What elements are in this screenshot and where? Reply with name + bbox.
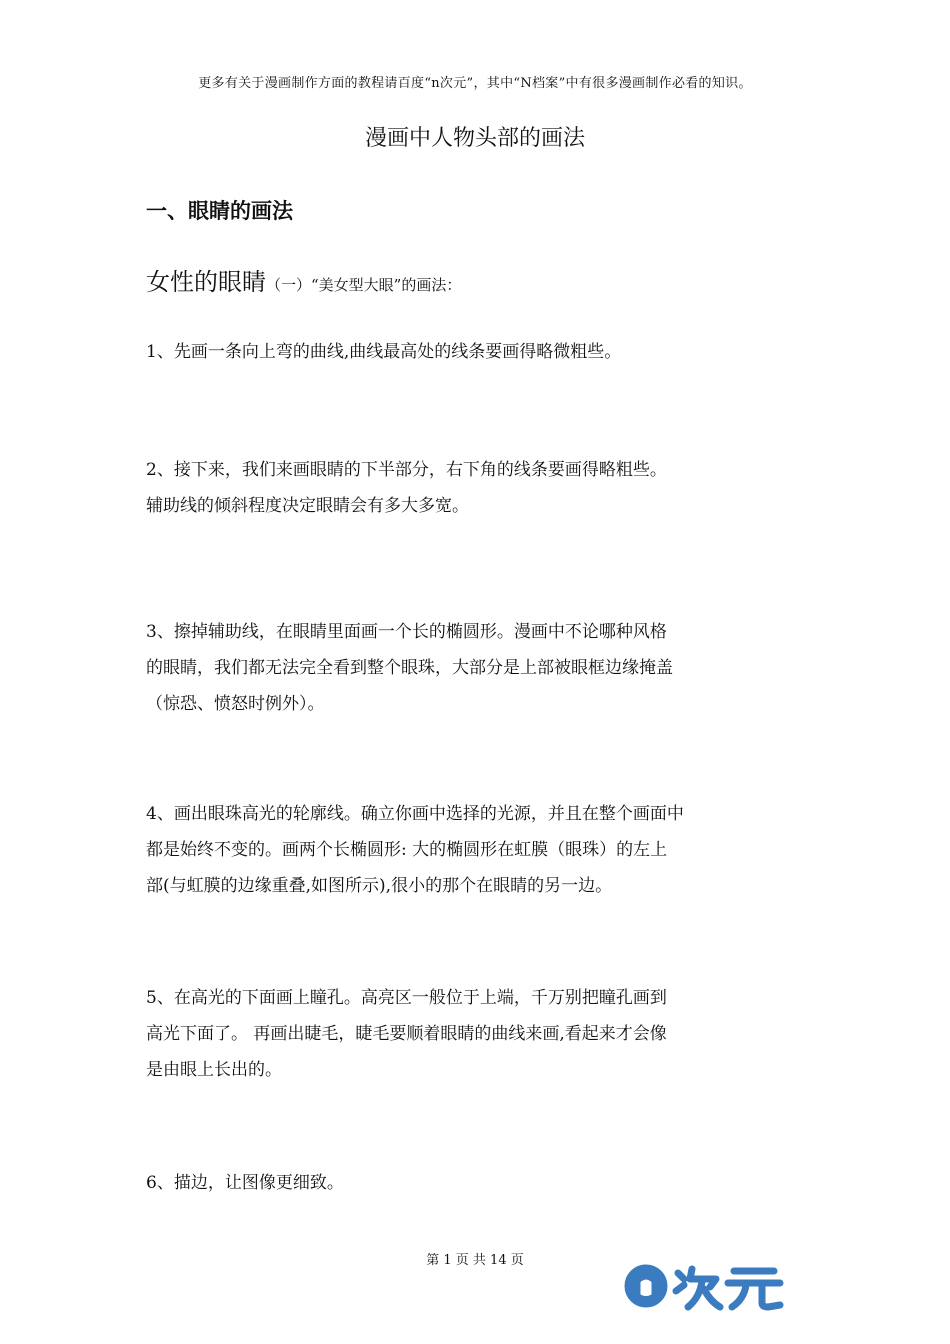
step-2-paragraph — [146, 452, 766, 524]
section-heading: 一、眼睛的画法 — [146, 199, 293, 223]
step-3-line-1: 3、擦掉辅助线，在眼睛里面画一个长的椭圆形。漫画中不论哪种风格 — [146, 622, 667, 642]
step-6-paragraph — [146, 1165, 766, 1201]
sub-heading-suffix: （一）“美女型大眼”的画法： — [266, 276, 462, 294]
sub-heading-main: 女性的眼睛 — [146, 268, 266, 296]
step-1-line-1: 1、先画一条向上弯的曲线,曲线最高处的线条要画得略微粗些。 — [146, 342, 622, 362]
page-title: 漫画中人物头部的画法 — [364, 126, 585, 151]
step-1-paragraph — [146, 334, 766, 370]
step-2-line-1: 2、接下来，我们来画眼睛的下半部分，右下角的线条要画得略粗些。 — [146, 460, 667, 480]
step-4-line-2: 都是始终不变的。画两个长椭圆形: 大的椭圆形在虹膜（眼珠）的左上 — [146, 840, 668, 860]
sub-heading — [146, 262, 461, 297]
page-footer: 第 1 页 共 14 页 — [426, 1253, 524, 1268]
n-ciyuan-logo — [616, 1255, 788, 1317]
step-5-line-1: 5、在高光的下面画上瞳孔。高亮区一般位于上端，千万别把瞳孔画到 — [146, 988, 667, 1008]
step-5-paragraph — [146, 980, 766, 1088]
step-3-paragraph — [146, 614, 766, 722]
step-4-line-1: 4、画出眼珠高光的轮廓线。确立你画中选择的光源，并且在整个画面中 — [146, 804, 684, 824]
step-3-line-2: 的眼睛，我们都无法完全看到整个眼珠，大部分是上部被眼框边缘掩盖 — [146, 658, 673, 678]
header-note: 更多有关于漫画制作方面的教程请百度“n次元”，其中“N档案”中有很多漫画制作必看的知识。 — [198, 76, 752, 91]
step-6-line-1: 6、描边，让图像更细致。 — [146, 1173, 344, 1193]
step-3-line-3: （惊恐、愤怒时例外）。 — [146, 694, 325, 714]
step-5-line-2: 高光下面了。 再画出睫毛，睫毛要顺着眼睛的曲线来画,看起来才会像 — [146, 1024, 667, 1044]
step-4-line-3: 部(与虹膜的边缘重叠,如图所示),很小的那个在眼睛的另一边。 — [146, 876, 613, 896]
step-5-line-3: 是由眼上长出的。 — [146, 1060, 282, 1080]
step-2-line-2: 辅助线的倾斜程度决定眼睛会有多大多宽。 — [146, 496, 469, 516]
step-4-paragraph — [146, 796, 766, 904]
